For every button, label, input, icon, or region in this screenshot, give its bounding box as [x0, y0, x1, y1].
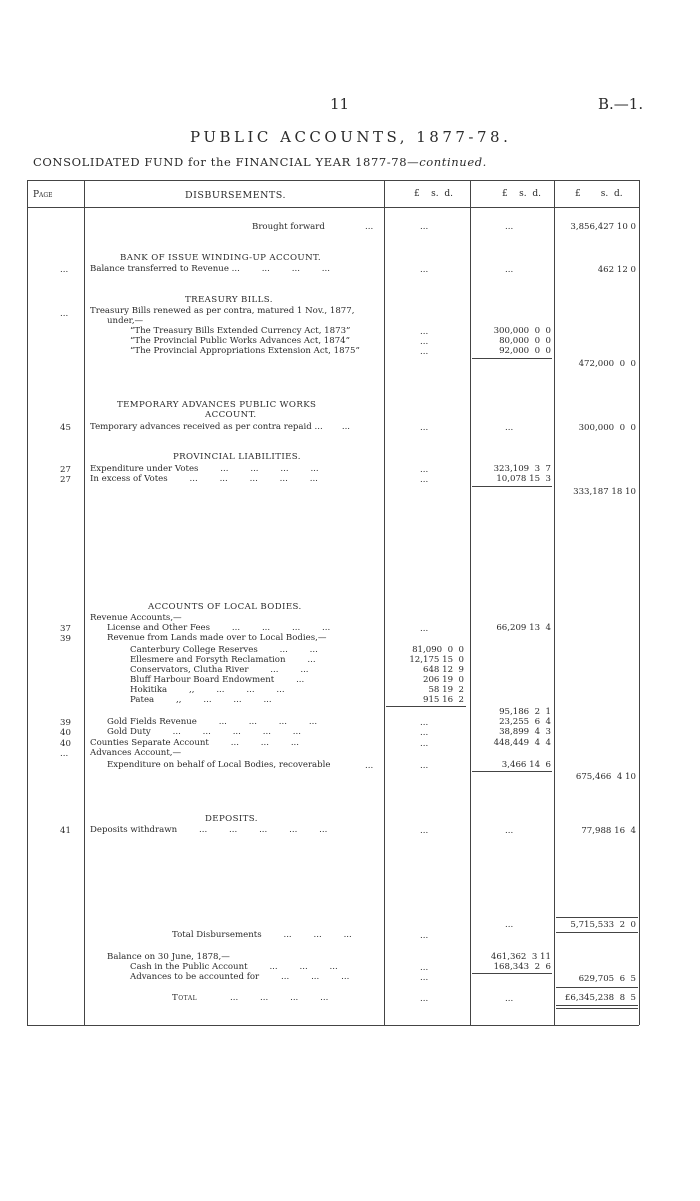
- balance-cash-c2: 461,362 3 11: [490, 952, 551, 962]
- temporary-page: 45: [60, 423, 71, 433]
- local-counties-label: Counties Separate Account ... ... ...: [90, 738, 300, 748]
- bank-label: Balance transferred to Revenue ... ... ... ...: [90, 264, 330, 274]
- total-disbursements-bottom-rule: [556, 932, 638, 933]
- grand-total-c1: ...: [420, 994, 429, 1004]
- provincial-row-1-c1: ...: [420, 465, 429, 475]
- page-column-rule: [84, 180, 85, 1025]
- brought-forward-c2: ...: [505, 222, 514, 232]
- table-left-rule: [27, 180, 28, 1025]
- balance-total: 629,705 6 5: [578, 974, 636, 984]
- treasury-total: 472,000 0 0: [578, 359, 636, 369]
- total-disbursements-c3: 5,715,533 2 0: [570, 920, 636, 930]
- brought-forward-label: Brought forward: [252, 222, 325, 232]
- local-license-page: 37: [60, 624, 71, 634]
- balance-cash-label: Cash in the Public Account ... ... ...: [130, 962, 338, 972]
- local-subitem-3-c1: 648 12 9: [422, 665, 464, 675]
- local-subtotal-rule: [472, 771, 552, 772]
- local-counties-c2: 448,449 4 4: [493, 738, 551, 748]
- treasury-subtotal-rule: [472, 358, 552, 359]
- local-subitem-4-label: Bluff Harbour Board Endowment ...: [130, 675, 305, 685]
- subtitle-main: CONSOLIDATED FUND for the FINANCIAL YEAR 1877-78—: [33, 155, 420, 169]
- temporary-c2: ...: [505, 423, 514, 433]
- local-expenditure-dots: ...: [365, 761, 374, 771]
- local-advances-page: ...: [60, 749, 69, 759]
- grand-total-c3: £6,345,238 8 5: [564, 993, 636, 1003]
- local-advances-label: Advances Account,—: [90, 748, 182, 758]
- local-heading: ACCOUNTS OF LOCAL BODIES.: [148, 602, 302, 612]
- page-number: 11: [330, 95, 350, 113]
- deposits-c3: 77,988 16 4: [581, 826, 636, 836]
- local-gold-fields-c1: ...: [420, 718, 429, 728]
- deposits-label: Deposits withdrawn ... ... ... ... ...: [90, 825, 328, 835]
- bank-c1: ...: [420, 265, 429, 275]
- col1-rule: [470, 180, 471, 1025]
- bank-page: ...: [60, 265, 69, 275]
- local-lands-total: 95,186 2 1: [499, 707, 551, 717]
- header-bottom-rule: [27, 207, 639, 208]
- provincial-heading: PROVINCIAL LIABILITIES.: [173, 452, 301, 462]
- brought-forward-c3: 3,856,427 10 0: [570, 222, 636, 232]
- local-gold-duty-c1: ...: [420, 728, 429, 738]
- total-disbursements-top-rule: [556, 917, 638, 918]
- header-page: Page: [33, 190, 53, 200]
- brought-forward-c1: ...: [420, 222, 429, 232]
- local-subitem-2-label: Ellesmere and Forsyth Reclamation ...: [130, 655, 316, 665]
- provincial-row-2-page: 27: [60, 475, 71, 485]
- balance-subtotal-rule: [472, 973, 552, 974]
- provincial-row-2-c1: ...: [420, 475, 429, 485]
- local-license-label: License and Other Fees ... ... ... ...: [107, 623, 331, 633]
- header-disbursements: DISBURSEMENTS.: [185, 190, 286, 201]
- local-lands-subtotal-rule: [386, 706, 466, 707]
- treasury-act3: “The Provincial Appropriations Extension Act, 1875”: [130, 346, 360, 356]
- bank-heading: BANK OF ISSUE WINDING-UP ACCOUNT.: [120, 253, 321, 263]
- total-disbursements-label: Total Disbursements ... ... ...: [172, 930, 352, 940]
- total-disbursements-c1: ...: [420, 931, 429, 941]
- local-expenditure-c1: ...: [420, 761, 429, 771]
- header-col1: £ s. d.: [414, 189, 453, 199]
- local-subitem-1-c1: 81,090 0 0: [412, 645, 464, 655]
- local-license-c2: 66,209 13 4: [496, 623, 551, 633]
- local-license-c1: ...: [420, 624, 429, 634]
- local-gold-fields-label: Gold Fields Revenue ... ... ... ...: [107, 717, 318, 727]
- local-subitem-3-label: Conservators, Clutha River ... ...: [130, 665, 309, 675]
- temporary-c3: 300,000 0 0: [578, 423, 636, 433]
- temporary-label: Temporary advances received as per contra repaid ... ...: [90, 422, 351, 432]
- provincial-row-2-c2: 10,078 15 3: [496, 474, 551, 484]
- deposits-c2: ...: [505, 826, 514, 836]
- local-gold-duty-c2: 38,899 4 3: [499, 727, 551, 737]
- treasury-c2-2: 80,000 0 0: [499, 336, 551, 346]
- treasury-c1-2: ...: [420, 337, 429, 347]
- local-lands-page: 39: [60, 634, 71, 644]
- deposits-page: 41: [60, 826, 71, 836]
- grand-total-label: Total: [172, 993, 198, 1003]
- grand-total-double-rule: [556, 1005, 638, 1009]
- treasury-act1: “The Treasury Bills Extended Currency Act, 1873”: [130, 326, 351, 336]
- balance-adv-label: Advances to be accounted for ... ... ...: [130, 972, 350, 982]
- description-column-rule: [384, 180, 385, 1025]
- deposits-heading: DEPOSITS.: [205, 814, 258, 824]
- bank-c2: ...: [505, 265, 514, 275]
- document-reference: B.—1.: [598, 95, 644, 113]
- deposits-c1: ...: [420, 826, 429, 836]
- grand-total-c2: ...: [505, 994, 514, 1004]
- subtitle-continued: continued.: [419, 155, 487, 169]
- table-right-rule: [639, 180, 640, 1025]
- grand-total-top-rule: [556, 987, 638, 988]
- bank-c3: 462 12 0: [597, 265, 636, 275]
- document-title: PUBLIC ACCOUNTS, 1877-78.: [190, 128, 512, 146]
- balance-cash-c1: ...: [420, 963, 429, 973]
- provincial-total: 333,187 18 10: [573, 487, 636, 497]
- local-gold-duty-page: 40: [60, 728, 71, 738]
- local-subitem-6-c1: 915 16 2: [422, 695, 464, 705]
- balance-heading: Balance on 30 June, 1878,—: [107, 952, 230, 962]
- provincial-subtotal-rule: [472, 486, 552, 487]
- header-col3: £ s. d.: [575, 189, 623, 199]
- header-col2: £ s. d.: [502, 189, 541, 199]
- balance-adv-c1: ...: [420, 973, 429, 983]
- local-expenditure-label: Expenditure on behalf of Local Bodies, recoverable: [107, 760, 331, 770]
- local-subitem-6-label: Patea ,, ... ... ...: [130, 695, 272, 705]
- table-bottom-rule: [27, 1025, 639, 1026]
- treasury-c2-3: 92,000 0 0: [499, 346, 551, 356]
- treasury-page: ...: [60, 309, 69, 319]
- local-expenditure-c2: 3,466 14 6: [501, 760, 551, 770]
- treasury-c1-1: ...: [420, 327, 429, 337]
- local-subitem-5-c1: 58 19 2: [428, 685, 464, 695]
- local-subitem-2-c1: 12,175 15 0: [409, 655, 464, 665]
- treasury-line2: under,—: [107, 316, 144, 326]
- provincial-row-1-page: 27: [60, 465, 71, 475]
- local-gold-fields-c2: 23,255 6 4: [499, 717, 551, 727]
- local-gold-fields-page: 39: [60, 718, 71, 728]
- provincial-row-2-label: In excess of Votes ... ... ... ... ...: [90, 474, 318, 484]
- treasury-c2-1: 300,000 0 0: [493, 326, 551, 336]
- brought-forward-dots: ...: [365, 222, 374, 232]
- treasury-act2: “The Provincial Public Works Advances Act, 1874”: [130, 336, 351, 346]
- local-revenue-accounts: Revenue Accounts,—: [90, 613, 182, 623]
- grand-total-dots: ... ... ... ...: [230, 993, 329, 1003]
- local-subitem-4-c1: 206 19 0: [422, 675, 464, 685]
- col2-rule: [554, 180, 555, 1025]
- total-disbursements-c2: ...: [505, 920, 514, 930]
- treasury-line1: Treasury Bills renewed as per contra, matured 1 Nov., 1877,: [90, 306, 355, 316]
- table-top-rule: [27, 180, 639, 181]
- temporary-heading-1: TEMPORARY ADVANCES PUBLIC WORKS: [117, 400, 317, 410]
- local-subitem-1-label: Canterbury College Reserves ... ...: [130, 645, 318, 655]
- treasury-heading: TREASURY BILLS.: [185, 295, 273, 305]
- local-gold-duty-label: Gold Duty ... ... ... ... ...: [107, 727, 301, 737]
- temporary-heading-2: ACCOUNT.: [205, 410, 257, 420]
- local-total: 675,466 4 10: [575, 772, 636, 782]
- local-subitem-5-label: Hokitika ,, ... ... ...: [130, 685, 285, 695]
- treasury-c1-3: ...: [420, 347, 429, 357]
- local-lands-label: Revenue from Lands made over to Local Bodies,—: [107, 633, 327, 643]
- document-subtitle: [33, 155, 487, 169]
- temporary-c1: ...: [420, 423, 429, 433]
- provincial-row-1-c2: 323,109 3 7: [493, 464, 551, 474]
- local-counties-c1: ...: [420, 739, 429, 749]
- balance-adv-c2: 168,343 2 6: [493, 962, 551, 972]
- local-counties-page: 40: [60, 739, 71, 749]
- provincial-row-1-label: Expenditure under Votes ... ... ... ...: [90, 464, 319, 474]
